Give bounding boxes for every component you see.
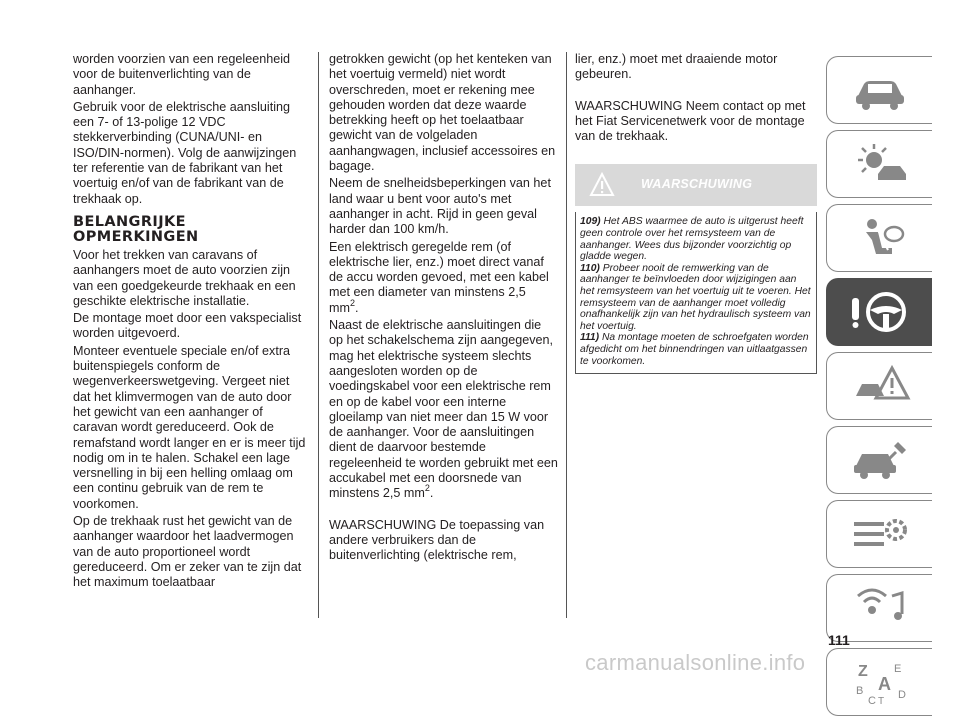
specs-gears-icon [848,510,912,558]
tab-safety[interactable] [826,204,932,272]
superscript: 2 [349,297,355,308]
page-number: 111 [828,632,850,648]
paragraph-end: . [355,300,359,315]
text-column-3 [575,52,815,374]
steering-wheel-key-icon [848,288,912,336]
airbag-seat-icon [848,214,912,262]
warning-box [575,164,817,374]
paragraph-text: Naast de elektrische aansluitingen die op het schakelschema zijn aangegeven, mag het elektrische systeem slechts aangesloten worden op de voedingskabel voor een elektrische rem en op de kabel voor een interne gloeilamp van niet meer dan 15 W voor de aanhanger. Voor de aansluitingen dient de daarvoor bestemde regeleenheid te worden gebruikt met een accukabel met een doorsnede van minstens 2,5 mm [329,318,558,501]
warning-item-number: 110) [580,262,600,274]
chapter-tabs [826,56,932,722]
paragraph: Monteer eventuele speciale en/of extra buitenspiegels conform de wegenverkeerswetgeving. Vergeet niet dat het klimvermogen van de auto door het gewicht van een aanhanger of caravan wordt gereduceerd. Ook de remafstand wordt langer en er is meer tijd nodig om in te halen. Schakel een lage versnelling in bij een helling omlaag om een continu gebruik van de rem te voorkomen. [73,343,306,511]
warning-item-text: Na montage moeten de schroefgaten worden afgedicht om het binnendringen van uitlaatgassen te voorkomen. [580,332,809,367]
paragraph: WAARSCHUWING De toepassing van andere verbruikers dan de buitenverlichting (elektrische rem, [329,517,545,563]
paragraph: WAARSCHUWING Neem contact op met het Fiat Servicenetwerk voor de montage van de trekhaak. [575,98,806,144]
paragraph [329,240,558,316]
warning-item-number: 109) [580,216,601,228]
paragraph: Gebruik voor de elektrische aansluiting een 7- of 13-polige 12 VDC stekkerverbinding (CUNA/UNI- en ISO/DIN-normen). Volg de aanwijzingen ter referentie van de fabrikant van het voertuig en/of van de fabrikant van de trekhaak op. [73,99,297,206]
tab-emergency[interactable] [826,352,932,420]
paragraph: Op de trekhaak rust het gewicht van de aanhanger waardoor het laadvermogen van de auto proportioneel wordt gereduceerd. Om er zeker van te zijn dat het maximum toelaatbaar [73,514,302,590]
tab-starting-driving[interactable] [826,278,932,346]
warning-item-number: 111) [580,332,600,344]
superscript: 2 [424,483,430,494]
paragraph: getrokken gewicht (op het kenteken van het voertuig vermeld) niet wordt overschreden, moet er rekening mee gehouden worden dat deze waarde betrekking heeft op het toelaatbaar gewicht van de volgeladen aanhangwagen, inclusief accessoires en bagage. [329,52,556,174]
index-letter: C [867,695,876,706]
index-letters-icon [848,658,912,706]
paragraph-text: Een elektrisch geregelde rem (of elektrische lier, enz.) moet direct vanaf de accu worden gevoed, met een kabel met een diameter van minstens 2,5 mm [329,239,549,315]
tab-lights[interactable] [826,130,932,198]
column-divider [318,52,319,618]
paragraph-end: . [429,486,434,501]
warning-item [580,263,811,333]
watermark: carmanualsonline.info [585,650,806,675]
paragraph: lier, enz.) moet met draaiende motor gebeuren. [575,52,778,82]
index-letter: E [893,663,901,675]
paragraph: De montage moet door een vakspecialist worden uitgevoerd. [73,311,302,341]
lights-icon [848,140,912,188]
tab-index[interactable] [826,648,932,716]
warning-title: WAARSCHUWING [641,177,753,192]
warning-header [575,164,817,206]
warning-body [575,212,817,374]
warning-item [580,332,811,367]
car-dashboard-icon [848,66,912,114]
tab-dashboard[interactable] [826,56,932,124]
index-letter: B [855,685,863,697]
text-column-2 [329,52,558,566]
paragraph: Voor het trekken van caravans of aanhangers moet de auto voorzien zijn van een goedgekeurde trekhaak en een geschikte elektrische installatie. [73,247,296,308]
text-column-1 [73,52,306,593]
index-letter: Z [857,663,868,680]
multimedia-icon [848,584,912,632]
section-heading: BELANGRIJKE OPMERKINGEN [73,213,199,245]
paragraph: Neem de snelheidsbeperkingen van het land waar u bent voor auto's met aanhanger in acht. Rijd in geen geval harder dan 100 km/h. [329,176,551,237]
column-divider [566,52,567,618]
paragraph: worden voorzien van een regeleenheid voor de buitenverlichting van de aanhanger. [73,52,291,97]
paragraph [329,318,558,502]
warning-item [580,216,811,262]
warning-item-text: Probeer nooit de remwerking van de aanhanger te beïnvloeden door wijzigingen aan het remsysteem van het voertuig uit te voeren. Het remsysteem van de aanhanger moet volledig onafhankelijk zijn van het hydraulisch systeem van het voertuig. [580,262,811,332]
index-letter: A [877,674,891,694]
tab-technical-data[interactable] [826,500,932,568]
tab-maintenance[interactable] [826,426,932,494]
service-car-icon [848,436,912,484]
warning-item-text: Het ABS waarmee de auto is uitgerust heeft geen controle over het remsysteem van de aanhanger. Wees dus bijzonder voorzichtig op gladde wegen. [580,216,804,263]
warning-triangle-car-icon [848,362,912,410]
index-letter: D [897,689,906,701]
warning-icon [589,172,615,198]
index-letter: T [877,696,884,706]
